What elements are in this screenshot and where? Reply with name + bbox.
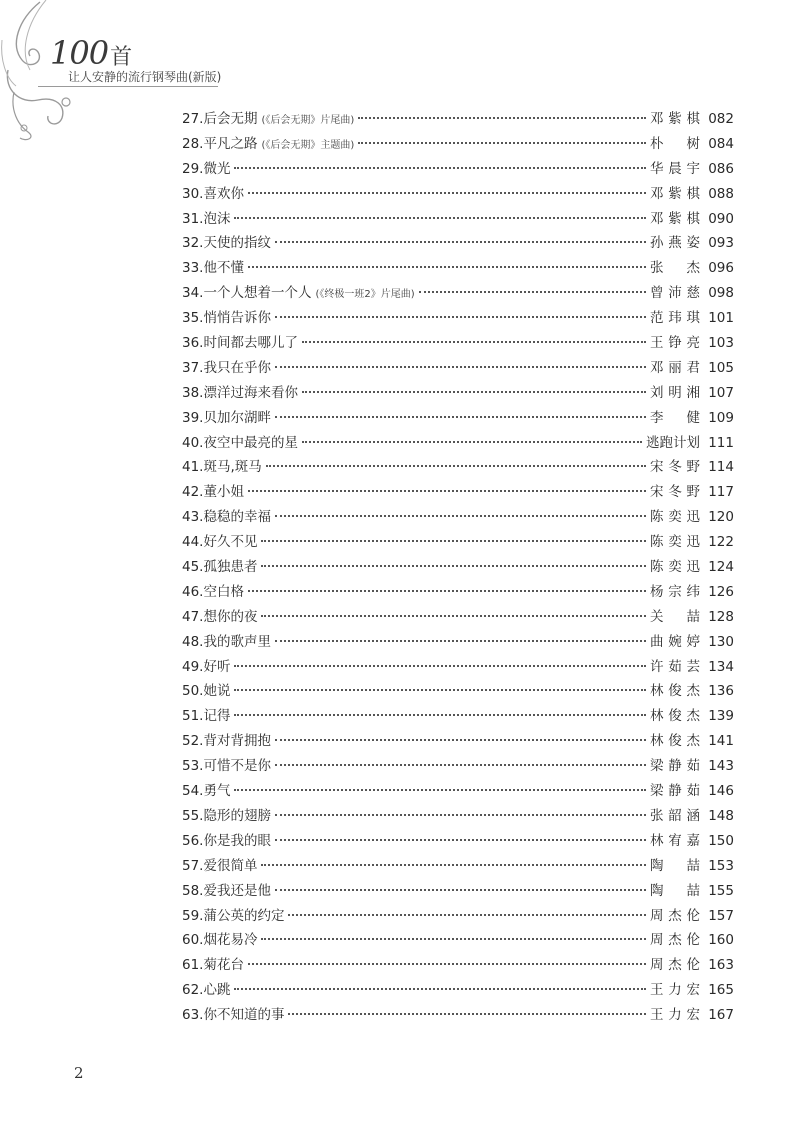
toc-entry-leader — [261, 565, 646, 567]
toc-entry-number: 57. — [182, 857, 204, 874]
toc-entry-number: 60. — [182, 932, 204, 949]
toc-entry-title: 她说 — [203, 683, 231, 700]
toc-entry-page: 160 — [708, 932, 734, 949]
toc-entry-title: 记得 — [203, 708, 231, 725]
toc-entry-leader — [275, 839, 646, 841]
toc-entry-number: 27. — [182, 111, 204, 127]
toc-entry-title: 心跳 — [203, 982, 231, 999]
toc-entry[interactable] — [182, 754, 734, 779]
toc-entry-artist: 宋冬野 — [650, 484, 700, 501]
toc-entry-title: 斑马,斑马 — [203, 459, 262, 476]
toc-entry[interactable] — [182, 978, 734, 1003]
toc-entry-artist: 关 喆 — [650, 608, 700, 625]
toc-entry[interactable] — [182, 953, 734, 978]
toc-entry-leader — [234, 689, 646, 691]
toc-entry-number: 55. — [182, 807, 204, 824]
toc-entry-leader — [302, 391, 646, 393]
toc-entry-title: 好久不见 — [203, 534, 258, 551]
toc-entry-title: 一个人想着一个人 — [203, 285, 312, 302]
toc-entry-leader — [261, 938, 646, 940]
toc-entry-title: 背对背拥抱 — [203, 733, 271, 750]
toc-entry-leader — [419, 291, 646, 293]
toc-entry[interactable] — [182, 879, 734, 904]
toc-entry-number: 52. — [182, 733, 204, 750]
toc-entry-title: 时间都去哪儿了 — [203, 335, 298, 352]
toc-entry-title: 空白格 — [203, 583, 244, 600]
header-divider — [38, 86, 218, 87]
toc-entry-leader — [234, 665, 646, 667]
toc-entry-number: 59. — [182, 907, 204, 924]
toc-entry-number: 32. — [182, 235, 204, 252]
toc-entry-number: 45. — [182, 559, 204, 576]
toc-entry-leader — [248, 266, 646, 268]
toc-entry-page: 146 — [708, 783, 734, 800]
toc-entry-leader — [275, 764, 646, 766]
toc-entry-number: 38. — [182, 384, 204, 401]
toc-entry-leader — [302, 341, 646, 343]
toc-entry-number: 63. — [182, 1007, 204, 1024]
toc-entry-number: 31. — [182, 210, 204, 227]
toc-entry-number: 47. — [182, 608, 204, 625]
toc-entry-artist: 杨宗纬 — [650, 583, 700, 600]
toc-entry-artist: 周杰伦 — [650, 907, 700, 924]
toc-entry[interactable] — [182, 928, 734, 953]
toc-entry[interactable] — [182, 679, 734, 704]
toc-entry-number: 37. — [182, 359, 204, 376]
toc-entry-number: 50. — [182, 683, 204, 700]
toc-entry[interactable] — [182, 655, 734, 680]
toc-entry-title: 稳稳的幸福 — [203, 509, 271, 526]
toc-entry-number: 53. — [182, 758, 204, 775]
toc-entry-page: 111 — [708, 434, 734, 451]
toc-entry[interactable] — [182, 480, 734, 505]
toc-entry-title: 我只在乎你 — [203, 359, 271, 376]
toc-entry-number: 54. — [182, 783, 204, 800]
toc-entry-leader — [275, 366, 646, 368]
toc-entry-page: 124 — [708, 559, 734, 576]
toc-entry-artist: 朴 树 — [650, 135, 700, 152]
page-number: 2 — [74, 1064, 84, 1082]
toc-entry-artist: 曾沛慈 — [650, 285, 700, 302]
toc-entry-artist: 梁静茹 — [650, 783, 700, 800]
toc-entry-artist: 林俊杰 — [650, 708, 700, 725]
toc-entry-title: 想你的夜 — [203, 608, 258, 625]
toc-entry-leader — [275, 416, 646, 418]
toc-entry[interactable] — [182, 157, 734, 182]
toc-entry-artist: 周杰伦 — [650, 932, 700, 949]
toc-entry-artist: 梁静茹 — [650, 758, 700, 775]
toc-entry-page: 114 — [708, 459, 734, 476]
toc-entry[interactable] — [182, 331, 734, 356]
book-title-number: 100 — [50, 34, 109, 72]
toc-entry-artist: 宋冬野 — [650, 459, 700, 476]
toc-entry[interactable] — [182, 530, 734, 555]
toc-entry-number: 41. — [182, 459, 204, 476]
toc-entry-title: 勇气 — [203, 783, 231, 800]
toc-entry[interactable] — [182, 804, 734, 829]
toc-entry[interactable] — [182, 356, 734, 381]
toc-entry-page: 105 — [708, 359, 734, 376]
toc-entry-artist: 陶 喆 — [650, 857, 700, 874]
toc-entry-title: 菊花台 — [203, 957, 244, 974]
toc-entry-title: 贝加尔湖畔 — [203, 409, 271, 426]
table-of-contents — [182, 107, 734, 1028]
toc-entry-page: 139 — [708, 708, 734, 725]
toc-entry-leader — [248, 490, 646, 492]
toc-entry-number: 36. — [182, 335, 204, 352]
toc-entry-number: 61. — [182, 957, 204, 974]
toc-entry-artist: 邓紫棋 — [650, 210, 700, 227]
toc-entry-title: 夜空中最亮的星 — [203, 434, 298, 451]
toc-entry-page: 136 — [708, 683, 734, 700]
toc-entry-leader — [275, 241, 646, 243]
toc-entry-title: 孤独患者 — [203, 559, 258, 576]
toc-entry-leader — [275, 640, 646, 642]
toc-entry-title: 董小姐 — [203, 484, 244, 501]
toc-entry-page: 122 — [708, 534, 734, 551]
toc-entry[interactable] — [182, 854, 734, 879]
toc-entry-artist: 张 杰 — [650, 260, 700, 277]
toc-entry-artist: 周杰伦 — [650, 957, 700, 974]
toc-entry-title: 好听 — [203, 658, 231, 675]
book-subtitle: 让人安静的流行钢琴曲(新版) — [68, 70, 222, 84]
toc-entry-number: 28. — [182, 135, 204, 152]
toc-entry[interactable] — [182, 505, 734, 530]
toc-entry-leader — [248, 590, 646, 592]
toc-entry-title: 他不懂 — [203, 260, 244, 277]
toc-entry-page: 163 — [708, 957, 734, 974]
toc-entry-page: 157 — [708, 907, 734, 924]
toc-entry-leader — [288, 914, 646, 916]
toc-entry[interactable] — [182, 431, 734, 456]
toc-entry-artist: 陶 喆 — [650, 882, 700, 899]
toc-entry-page: 109 — [708, 409, 734, 426]
toc-entry-page: 165 — [708, 982, 734, 999]
toc-entry-title: 烟花易冷 — [203, 932, 258, 949]
toc-entry-page: 120 — [708, 509, 734, 526]
toc-entry[interactable] — [182, 779, 734, 804]
toc-entry-leader — [302, 441, 642, 443]
toc-entry-page: 130 — [708, 633, 734, 650]
toc-entry-note: (《后会无期》主题曲) — [261, 139, 355, 151]
toc-entry[interactable] — [182, 281, 734, 306]
toc-entry[interactable] — [182, 231, 734, 256]
toc-entry-number: 43. — [182, 509, 204, 526]
toc-entry-page: 084 — [708, 135, 734, 152]
toc-entry-number: 40. — [182, 434, 204, 451]
toc-entry-leader — [358, 142, 646, 144]
toc-entry-page: 101 — [708, 310, 734, 327]
toc-entry-artist: 孙燕姿 — [650, 235, 700, 252]
toc-entry[interactable] — [182, 1003, 734, 1028]
toc-entry-number: 30. — [182, 185, 204, 202]
toc-entry-leader — [248, 192, 646, 194]
toc-entry-leader — [248, 963, 646, 965]
toc-entry-page: 096 — [708, 260, 734, 277]
toc-entry-title: 悄悄告诉你 — [203, 310, 271, 327]
toc-entry-artist: 林俊杰 — [650, 683, 700, 700]
toc-entry-page: 093 — [708, 235, 734, 252]
toc-entry[interactable] — [182, 729, 734, 754]
toc-entry-artist: 许茹芸 — [650, 658, 700, 675]
toc-entry[interactable] — [182, 306, 734, 331]
toc-entry-page: 103 — [708, 335, 734, 352]
toc-entry-title: 爱很简单 — [203, 857, 258, 874]
toc-entry-page: 134 — [708, 658, 734, 675]
toc-entry-page: 141 — [708, 733, 734, 750]
toc-entry-title: 后会无期 — [203, 111, 258, 127]
toc-entry-leader — [234, 217, 646, 219]
toc-entry-leader — [234, 167, 646, 169]
toc-entry-artist: 陈奕迅 — [650, 534, 700, 551]
toc-entry-number: 33. — [182, 260, 204, 277]
toc-entry-artist: 邓紫棋 — [650, 185, 700, 202]
toc-entry-page: 098 — [708, 285, 734, 302]
toc-entry-title: 可惜不是你 — [203, 758, 271, 775]
toc-entry-leader — [234, 988, 646, 990]
toc-entry-number: 35. — [182, 310, 204, 327]
toc-entry-title: 我的歌声里 — [203, 633, 271, 650]
toc-entry-leader — [275, 889, 646, 891]
toc-entry-artist: 华晨宇 — [650, 160, 700, 177]
toc-entry-page: 086 — [708, 160, 734, 177]
toc-entry[interactable] — [182, 256, 734, 281]
book-title-char: 首 — [110, 45, 132, 70]
toc-entry-number: 42. — [182, 484, 204, 501]
toc-entry-title: 天使的指纹 — [203, 235, 271, 252]
toc-entry-title: 隐形的翅膀 — [203, 807, 271, 824]
toc-entry-number: 29. — [182, 160, 204, 177]
toc-entry-leader — [266, 465, 646, 467]
toc-entry[interactable] — [182, 381, 734, 406]
toc-entry-artist: 张韶涵 — [650, 807, 700, 824]
toc-entry-artist: 陈奕迅 — [650, 509, 700, 526]
toc-entry-leader — [275, 739, 646, 741]
toc-entry[interactable] — [182, 704, 734, 729]
toc-entry-leader — [261, 540, 646, 542]
toc-entry-artist: 李 健 — [650, 409, 700, 426]
toc-entry[interactable] — [182, 555, 734, 580]
toc-entry-title: 喜欢你 — [203, 185, 244, 202]
toc-entry-number: 44. — [182, 534, 204, 551]
toc-entry-page: 117 — [708, 484, 734, 501]
toc-entry-number: 58. — [182, 882, 204, 899]
toc-entry-artist: 刘明湘 — [650, 384, 700, 401]
toc-entry-note: (《终极一班2》片尾曲) — [315, 289, 415, 301]
toc-entry[interactable] — [182, 182, 734, 207]
toc-entry-page: 082 — [708, 111, 734, 127]
toc-entry[interactable] — [182, 207, 734, 232]
toc-entry[interactable] — [182, 829, 734, 854]
toc-entry-leader — [275, 515, 646, 517]
toc-entry[interactable] — [182, 455, 734, 480]
toc-entry[interactable] — [182, 132, 734, 157]
toc-entry-leader — [358, 117, 646, 119]
toc-entry-leader — [261, 615, 646, 617]
toc-entry-title: 泡沫 — [203, 210, 231, 227]
toc-entry-artist: 逃跑计划 — [646, 434, 700, 451]
toc-entry-leader — [288, 1013, 646, 1015]
toc-entry-artist: 陈奕迅 — [650, 559, 700, 576]
toc-entry-number: 34. — [182, 285, 204, 302]
toc-entry[interactable] — [182, 406, 734, 431]
toc-entry-leader — [234, 714, 646, 716]
toc-entry-page: 128 — [708, 608, 734, 625]
toc-entry-page: 143 — [708, 758, 734, 775]
toc-entry-page: 167 — [708, 1007, 734, 1024]
toc-entry-leader — [234, 789, 646, 791]
toc-entry-artist: 邓丽君 — [650, 359, 700, 376]
toc-entry[interactable] — [182, 605, 734, 630]
toc-entry-artist: 林宥嘉 — [650, 832, 700, 849]
toc-entry-number: 62. — [182, 982, 204, 999]
toc-entry-number: 39. — [182, 409, 204, 426]
toc-entry-artist: 王力宏 — [650, 1007, 700, 1024]
toc-entry-number: 46. — [182, 583, 204, 600]
toc-entry[interactable] — [182, 904, 734, 929]
toc-entry-page: 148 — [708, 807, 734, 824]
toc-entry-title: 平凡之路 — [203, 135, 258, 152]
toc-entry-title: 蒲公英的约定 — [203, 907, 285, 924]
toc-entry-number: 51. — [182, 708, 204, 725]
toc-entry-artist: 范玮琪 — [650, 310, 700, 327]
toc-entry-title: 爱我还是他 — [203, 882, 271, 899]
book-title — [50, 34, 131, 72]
toc-entry-page: 088 — [708, 185, 734, 202]
toc-entry-number: 48. — [182, 633, 204, 650]
toc-entry-title: 你是我的眼 — [203, 832, 271, 849]
toc-entry[interactable] — [182, 107, 734, 132]
toc-entry-page: 150 — [708, 832, 734, 849]
toc-entry-artist: 王力宏 — [650, 982, 700, 999]
toc-entry-title: 你不知道的事 — [203, 1007, 285, 1024]
toc-entry-page: 107 — [708, 384, 734, 401]
toc-entry-leader — [275, 814, 646, 816]
toc-entry-artist: 林俊杰 — [650, 733, 700, 750]
toc-entry-title: 微光 — [203, 160, 231, 177]
toc-entry-page: 090 — [708, 210, 734, 227]
toc-entry-number: 56. — [182, 832, 204, 849]
toc-entry-leader — [261, 864, 646, 866]
toc-entry-number: 49. — [182, 658, 204, 675]
toc-entry-page: 126 — [708, 583, 734, 600]
toc-entry[interactable] — [182, 630, 734, 655]
toc-entry-artist: 邓紫棋 — [650, 111, 700, 127]
toc-entry-page: 155 — [708, 882, 734, 899]
toc-entry-title: 漂洋过海来看你 — [203, 384, 298, 401]
toc-entry-artist: 曲婉婷 — [650, 633, 700, 650]
toc-entry-page: 153 — [708, 857, 734, 874]
toc-entry-artist: 王铮亮 — [650, 335, 700, 352]
toc-entry-note: (《后会无期》片尾曲) — [261, 115, 355, 126]
toc-entry[interactable] — [182, 580, 734, 605]
toc-entry-leader — [275, 316, 646, 318]
